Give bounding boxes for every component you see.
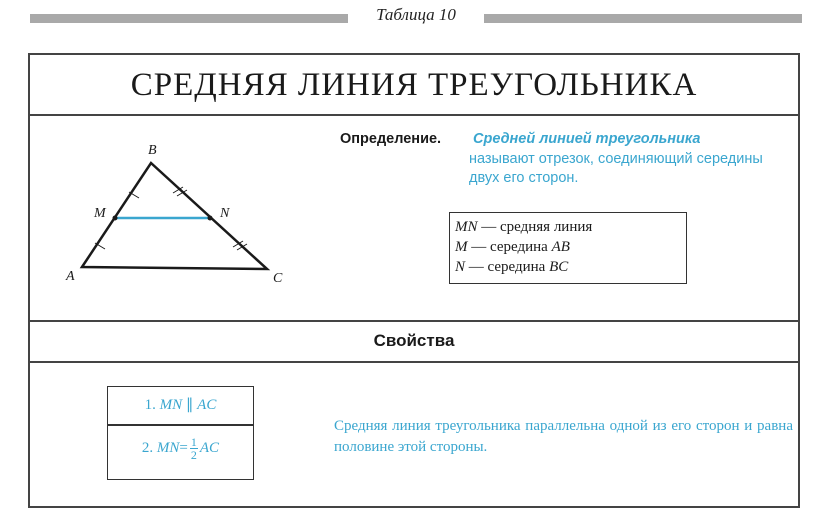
section-divider-bottom bbox=[30, 361, 798, 363]
notation-symbol: N bbox=[455, 259, 466, 275]
property-left: MN bbox=[159, 397, 183, 413]
label-a: A bbox=[66, 269, 75, 284]
label-b: B bbox=[148, 143, 157, 158]
label-m: M bbox=[94, 206, 106, 221]
label-n: N bbox=[220, 206, 230, 221]
property-right: AC bbox=[197, 397, 217, 413]
notation-ref: AB bbox=[551, 239, 570, 255]
header-bar-left bbox=[30, 14, 348, 23]
header-bar-right bbox=[484, 14, 802, 23]
definition-text: называют отрезок, соединяющий середины двух его сторон. bbox=[469, 151, 763, 186]
table-frame bbox=[28, 53, 800, 508]
notation-line bbox=[455, 217, 686, 237]
notation-box bbox=[449, 212, 687, 284]
property-number: 2. bbox=[141, 439, 154, 456]
property-1 bbox=[108, 395, 253, 414]
fraction-denominator: 2 bbox=[190, 448, 197, 462]
property-relation: ∥ bbox=[185, 397, 194, 413]
definition-label: Определение. bbox=[340, 131, 442, 147]
definition-term: Средней линией треугольника bbox=[473, 131, 701, 147]
property-right: AC bbox=[199, 439, 220, 456]
notation-text: — середина bbox=[467, 239, 552, 255]
notation-text: — средняя линия bbox=[477, 219, 593, 235]
fraction-half bbox=[190, 436, 198, 461]
notation-line bbox=[455, 237, 686, 257]
properties-title: Свойства bbox=[373, 331, 455, 350]
page-title: СРЕДНЯЯ ЛИНИЯ ТРЕУГОЛЬНИКА bbox=[130, 67, 698, 103]
notation-ref: BC bbox=[549, 259, 569, 275]
title-divider bbox=[30, 114, 798, 116]
fraction-numerator: 1 bbox=[190, 435, 197, 449]
notation-line bbox=[455, 257, 686, 277]
label-c: C bbox=[273, 271, 283, 286]
property-2 bbox=[108, 436, 253, 461]
property-number: 1. bbox=[144, 397, 156, 413]
notation-text: — середина bbox=[465, 259, 550, 275]
point-m bbox=[113, 216, 118, 221]
notation-symbol: M bbox=[455, 239, 468, 255]
properties-box bbox=[107, 386, 254, 480]
properties-description: Средняя линия треугольника параллельна одной из его сторон и равна половине этой стороны. bbox=[334, 418, 793, 455]
triangle-figure bbox=[60, 140, 300, 290]
property-relation: = bbox=[179, 439, 188, 456]
property-left: MN bbox=[156, 439, 180, 456]
properties-divider bbox=[108, 424, 253, 426]
table-label: Таблица 10 bbox=[376, 5, 456, 24]
point-n bbox=[208, 216, 213, 221]
triangle-sides bbox=[82, 163, 267, 269]
notation-symbol: MN bbox=[455, 219, 478, 235]
